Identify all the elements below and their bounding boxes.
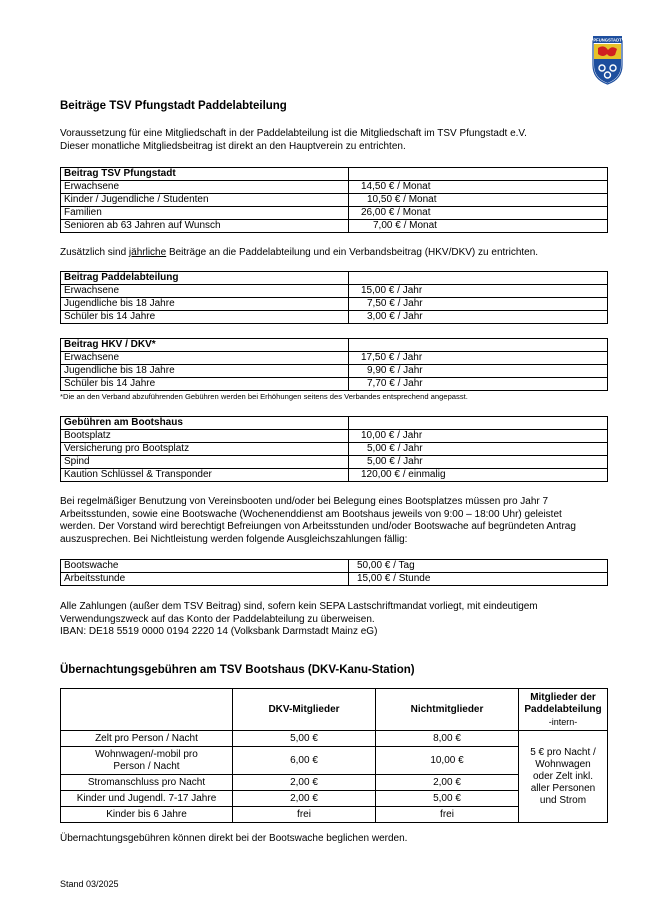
- table-header-row: [61, 168, 608, 181]
- row-value: 14,50 € / Monat: [349, 181, 608, 194]
- payment-line: Alle Zahlungen (außer dem TSV Beitrag) sind, sofern kein SEPA Lastschriftmandat vorliegt, mit eindeutigem: [60, 601, 538, 612]
- table-row: [61, 469, 608, 482]
- row-label: Erwachsene: [61, 352, 349, 365]
- table-header-row: [61, 417, 608, 430]
- table-row: [61, 573, 608, 586]
- table-row: [61, 352, 608, 365]
- table-header-row: [61, 272, 608, 285]
- table-row: [61, 220, 608, 233]
- row-label: Bootswache: [61, 560, 349, 573]
- hkv-footnote: *Die an den Verband abzuführenden Gebühren werden bei Erhöhungen seitens des Verbandes entsprechend angepasst.: [60, 392, 468, 401]
- column-header-members: [519, 689, 608, 731]
- intro-line: Dieser monatliche Mitgliedsbeitrag ist direkt an den Hauptverein zu entrichten.: [60, 140, 406, 152]
- row-value: 5,00 € / Jahr: [349, 456, 608, 469]
- intro-line: Voraussetzung für eine Mitgliedschaft in der Paddelabteilung ist die Mitgliedschaft im TSV Pfungstadt e.V.: [60, 128, 527, 139]
- row-value: 7,00 € / Monat: [349, 220, 608, 233]
- row-value: 5,00 € / Jahr: [349, 443, 608, 456]
- table-row: [61, 443, 608, 456]
- work-line: werden. Der Vorstand wird berechtigt Befreiungen von Arbeitsstunden und/oder Bootswache auf begründeten Antrag: [60, 521, 576, 532]
- row-value: 10,50 € / Monat: [349, 194, 608, 207]
- overnight-fee-table: [60, 688, 608, 823]
- row-label: Jugendliche bis 18 Jahre: [61, 365, 349, 378]
- logo-banner-text: PFUNGSTADT: [593, 37, 622, 43]
- table-row: [61, 298, 608, 311]
- payment-line: IBAN: DE18 5519 0000 0194 2220 14 (Volksbank Darmstadt Mainz eG): [60, 626, 378, 637]
- row-dkv-value: 5,00 €: [233, 731, 376, 747]
- row-label: Kinder bis 6 Jahre: [61, 807, 233, 823]
- row-value: 26,00 € / Monat: [349, 207, 608, 220]
- row-label: Arbeitsstunde: [61, 573, 349, 586]
- table-row: [61, 194, 608, 207]
- row-label: Jugendliche bis 18 Jahre: [61, 298, 349, 311]
- row-dkv-value: frei: [233, 807, 376, 823]
- row-label: Erwachsene: [61, 181, 349, 194]
- members-header-sub: -intern-: [548, 716, 578, 727]
- row-label: Familien: [61, 207, 349, 220]
- table-row: [61, 378, 608, 391]
- row-value: 7,70 € / Jahr: [349, 378, 608, 391]
- row-non-member-value: 10,00 €: [376, 747, 519, 775]
- table-header-row: [61, 689, 608, 731]
- row-non-member-value: 8,00 €: [376, 731, 519, 747]
- additional-after: Beiträge an die Paddelabteilung und ein Verbandsbeitrag (HKV/DKV) zu entrichten.: [166, 247, 539, 258]
- table-row: [61, 731, 608, 747]
- column-header-non-members: Nichtmitglieder: [376, 689, 519, 731]
- table-row: [61, 456, 608, 469]
- table-row: [61, 430, 608, 443]
- row-label: Kinder / Jugendliche / Studenten: [61, 194, 349, 207]
- row-value: 50,00 € / Tag: [349, 560, 608, 573]
- row-dkv-value: 2,00 €: [233, 775, 376, 791]
- members-value: 5 € pro Nacht / Wohnwagen oder Zelt inkl. aller Personen und Strom: [519, 731, 608, 823]
- work-line: auszusprechen. Bei Nichtleistung werden folgende Ausgleichszahlungen fällig:: [60, 533, 408, 545]
- row-label: Kinder und Jugendl. 7-17 Jahre: [61, 791, 233, 807]
- additional-before: Zusätzlich sind: [60, 247, 129, 258]
- row-value: 15,00 € / Stunde: [349, 573, 608, 586]
- row-value: 3,00 € / Jahr: [349, 311, 608, 324]
- intro-text: [60, 128, 527, 153]
- page-title: Beiträge TSV Pfungstadt Paddelabteilung: [60, 100, 287, 112]
- members-header-label: Mitglieder der Paddelabteilung: [524, 691, 602, 715]
- table-header-row: [61, 339, 608, 352]
- table-header: Beitrag TSV Pfungstadt: [61, 168, 349, 181]
- row-value: 10,00 € / Jahr: [349, 430, 608, 443]
- row-label: Versicherung pro Bootsplatz: [61, 443, 349, 456]
- payment-line: Verwendungszweck auf das Konto der Paddelabteilung zu überweisen.: [60, 613, 375, 625]
- row-label: Kaution Schlüssel & Transponder: [61, 469, 349, 482]
- table-row: [61, 285, 608, 298]
- payment-text: [60, 601, 538, 639]
- row-non-member-value: 5,00 €: [376, 791, 519, 807]
- additional-underlined: jährliche: [128, 247, 167, 258]
- row-non-member-value: frei: [376, 807, 519, 823]
- table-header: Beitrag HKV / DKV*: [61, 339, 349, 352]
- compensation-table: [60, 559, 608, 586]
- table-header: Beitrag Paddelabteilung: [61, 272, 349, 285]
- row-value: 17,50 € / Jahr: [349, 352, 608, 365]
- table-row: [61, 365, 608, 378]
- row-dkv-value: 6,00 €: [233, 747, 376, 775]
- row-label: Bootsplatz: [61, 430, 349, 443]
- work-hours-text: [60, 496, 576, 546]
- document-date: Stand 03/2025: [60, 879, 119, 889]
- row-value: 15,00 € / Jahr: [349, 285, 608, 298]
- row-label: Wohnwagen/-mobil pro Person / Nacht: [61, 747, 233, 775]
- overnight-footer-text: Übernachtungsgebühren können direkt bei der Bootswache beglichen werden.: [60, 833, 408, 844]
- row-label: Senioren ab 63 Jahren auf Wunsch: [61, 220, 349, 233]
- pfungstadt-coat-of-arms-logo: [592, 35, 623, 85]
- row-value: 9,90 € / Jahr: [349, 365, 608, 378]
- row-dkv-value: 2,00 €: [233, 791, 376, 807]
- row-value: 120,00 € / einmalig: [349, 469, 608, 482]
- work-line: Arbeitsstunden, sowie eine Bootswache (Wochenenddienst am Bootshaus jeweils von 9:00 – 18:00 Uhr) geleistet: [60, 508, 562, 520]
- work-line: Bei regelmäßiger Benutzung von Vereinsbooten und/oder bei Belegung eines Bootsplatzes müssen pro Jahr 7: [60, 496, 549, 507]
- hkv-fee-table: [60, 338, 608, 391]
- table-header: Gebühren am Bootshaus: [61, 417, 349, 430]
- paddel-fee-table: [60, 271, 608, 324]
- table-row: [61, 311, 608, 324]
- row-label: Spind: [61, 456, 349, 469]
- row-value: 7,50 € / Jahr: [349, 298, 608, 311]
- row-non-member-value: 2,00 €: [376, 775, 519, 791]
- row-label: Zelt pro Person / Nacht: [61, 731, 233, 747]
- overnight-title: Übernachtungsgebühren am TSV Bootshaus (DKV-Kanu-Station): [60, 664, 415, 676]
- additional-fees-text: [60, 247, 538, 260]
- row-label: Erwachsene: [61, 285, 349, 298]
- column-header-dkv: DKV-Mitglieder: [233, 689, 376, 731]
- bootshaus-fee-table: [60, 416, 608, 482]
- table-row: [61, 181, 608, 194]
- tsv-fee-table: [60, 167, 608, 233]
- row-label: Stromanschluss pro Nacht: [61, 775, 233, 791]
- row-label: Schüler bis 14 Jahre: [61, 311, 349, 324]
- row-label: Schüler bis 14 Jahre: [61, 378, 349, 391]
- table-row: [61, 207, 608, 220]
- table-row: [61, 560, 608, 573]
